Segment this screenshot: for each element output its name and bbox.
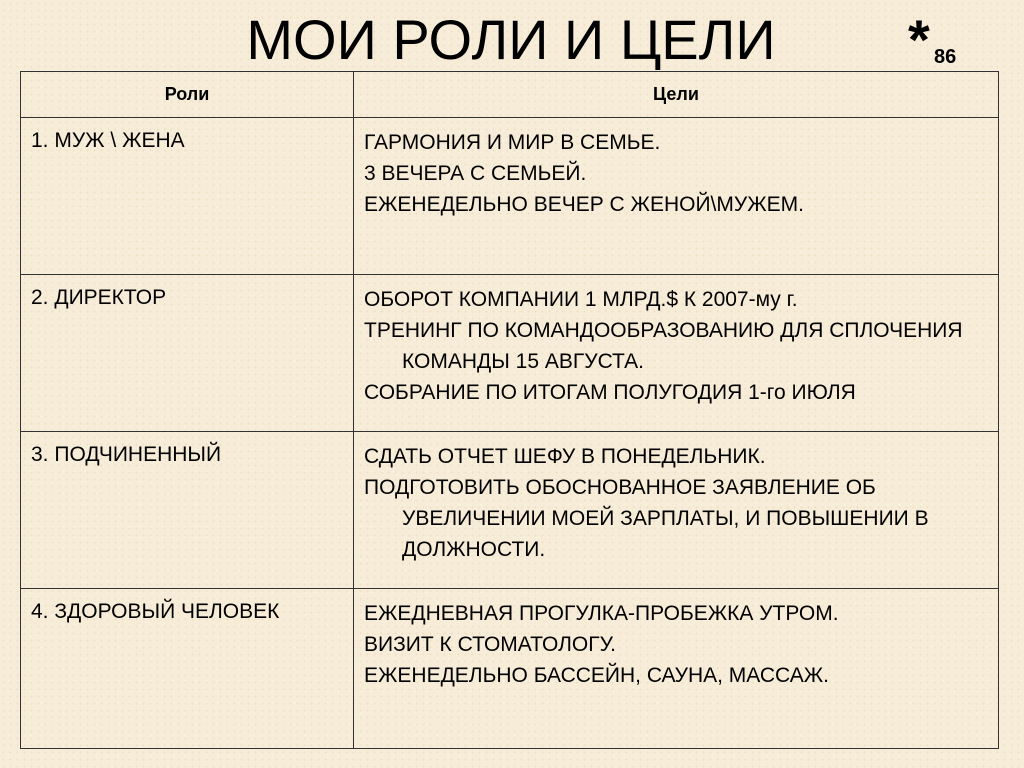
goals-cell xyxy=(354,275,999,432)
goals-cell xyxy=(354,589,999,749)
page-title: МОИ РОЛИ И ЦЕЛИ xyxy=(246,8,776,71)
role-cell: 4. ЗДОРОВЫЙ ЧЕЛОВЕК xyxy=(21,589,354,749)
table-row xyxy=(21,589,999,749)
header-roles: Роли xyxy=(21,72,354,118)
table-row xyxy=(21,275,999,432)
goal-item: ТРЕНИНГ ПО КОМАНДООБРАЗОВАНИЮ ДЛЯ СПЛОЧЕНИЯ КОМАНДЫ 15 АВГУСТА. xyxy=(364,319,963,373)
goals-cell xyxy=(354,118,999,275)
star-mark: * xyxy=(908,8,930,71)
goal-item: ВИЗИТ К СТОМАТОЛОГУ. xyxy=(364,633,617,656)
goal-item: ОБОРОТ КОМПАНИИ 1 МЛРД.$ К 2007-му г. xyxy=(364,288,798,311)
role-cell: 2. ДИРЕКТОР xyxy=(21,275,354,432)
page-number: 86 xyxy=(934,46,957,68)
header-goals: Цели xyxy=(354,72,999,118)
goal-item: ГАРМОНИЯ И МИР В СЕМЬЕ. xyxy=(364,131,661,154)
table-header-row xyxy=(21,72,999,118)
goal-item: ЕЖЕНЕДЕЛЬНО БАССЕЙН, САУНА, МАССАЖ. xyxy=(364,664,829,687)
goal-item: СОБРАНИЕ ПО ИТОГАМ ПОЛУГОДИЯ 1-го ИЮЛЯ xyxy=(364,381,856,404)
role-cell: 3. ПОДЧИНЕННЫЙ xyxy=(21,432,354,589)
goal-item: 3 ВЕЧЕРА С СЕМЬЕЙ. xyxy=(364,162,587,185)
table-row xyxy=(21,432,999,589)
goal-item: СДАТЬ ОТЧЕТ ШЕФУ В ПОНЕДЕЛЬНИК. xyxy=(364,445,766,468)
roles-goals-table xyxy=(20,71,999,749)
role-cell: 1. МУЖ \ ЖЕНА xyxy=(21,118,354,275)
goals-cell xyxy=(354,432,999,589)
table-row xyxy=(21,118,999,275)
goal-item: ЕЖЕДНЕВНАЯ ПРОГУЛКА-ПРОБЕЖКА УТРОМ. xyxy=(364,602,839,625)
goal-item: ПОДГОТОВИТЬ ОБОСНОВАННОЕ ЗАЯВЛЕНИЕ ОБ УВЕЛИЧЕНИИ МОЕЙ ЗАРПЛАТЫ, И ПОВЫШЕНИИ В ДОЛЖНОСТИ. xyxy=(364,476,929,561)
goal-item: ЕЖЕНЕДЕЛЬНО ВЕЧЕР С ЖЕНОЙ\МУЖЕМ. xyxy=(364,193,804,216)
